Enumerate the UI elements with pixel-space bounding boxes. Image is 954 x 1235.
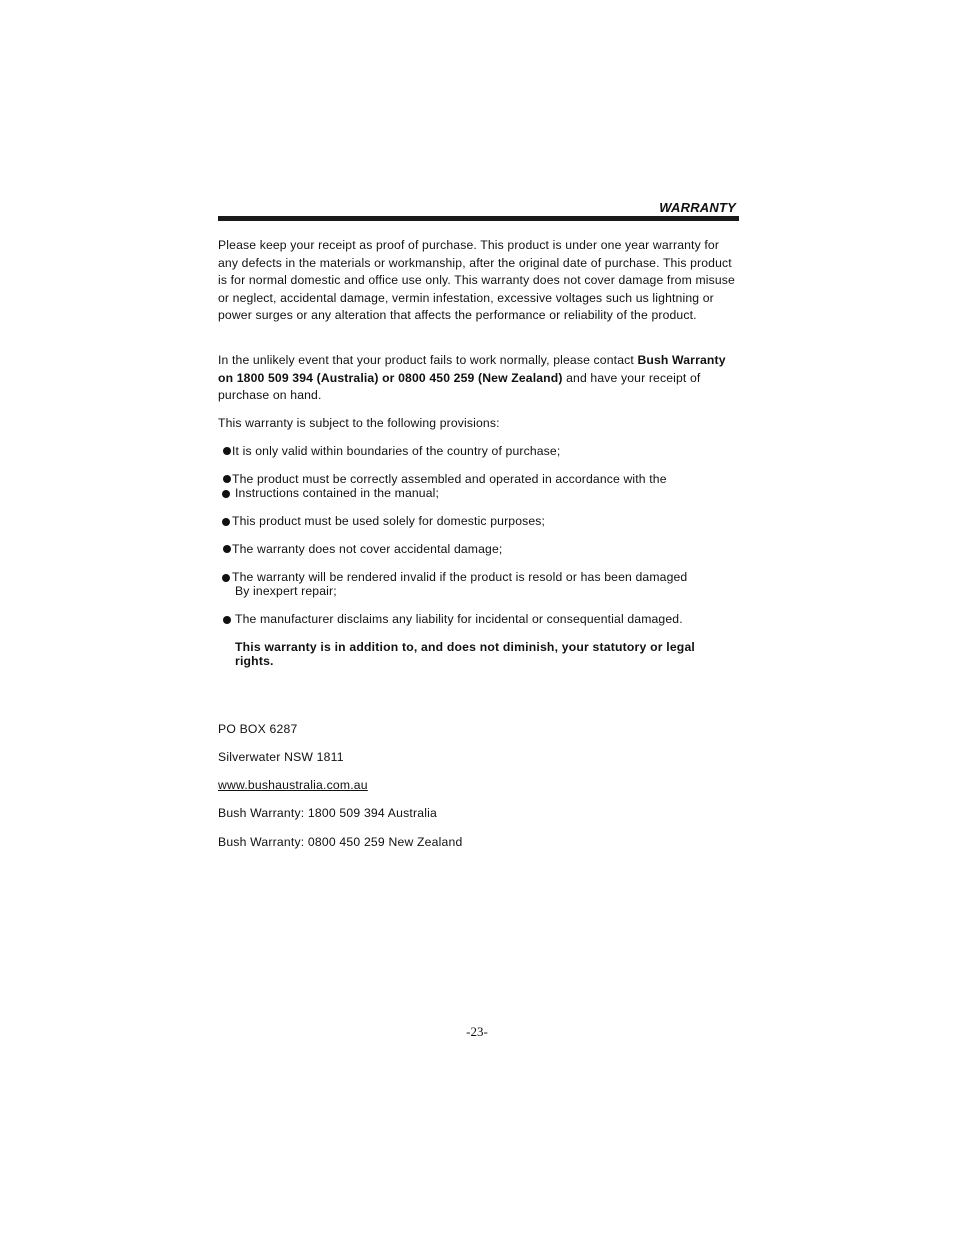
provision-item-5-continued: By inexpert repair;: [235, 584, 337, 598]
address-suburb: Silverwater NSW 1811: [218, 750, 344, 764]
provision-item-2: The product must be correctly assembled and operated in accordance with the: [232, 472, 667, 486]
warranty-phone-australia: Bush Warranty: 1800 509 394 Australia: [218, 806, 438, 820]
contact-phone-text: Bush Warranty on 1800 509 394 (Australia) or 0800 450 259 (New Zealand): [218, 353, 726, 385]
warranty-intro-paragraph: Please keep your receipt as proof of purchase. This product is under one year warranty for any defects in the materials or workmanship, after the original date of purchase. This product is for normal domestic and office use only. This warranty does not cover damage from misuse or neglect, accidental damage, vermin infestation, excessive voltages such us lightning or power surges or any alteration that affects the performance or reliability of the product.: [218, 238, 735, 322]
bullet-icon: [223, 475, 231, 483]
provision-item-4: The warranty does not cover accidental damage;: [232, 542, 503, 556]
bullet-icon: [222, 490, 230, 498]
bullet-icon: [223, 545, 231, 553]
section-title: WARRANTY: [659, 200, 736, 215]
provisions-lead: This warranty is subject to the following provisions:: [218, 416, 500, 430]
provision-item-5: The warranty will be rendered invalid if the product is resold or has been damaged: [232, 570, 688, 584]
provision-item-2-continued: Instructions contained in the manual;: [235, 486, 440, 500]
contact-tail-text: and have your receipt of purchase on hand.: [218, 370, 701, 402]
bullet-icon: [223, 447, 231, 455]
warranty-phone-new-zealand: Bush Warranty: 0800 450 259 New Zealand: [218, 835, 463, 849]
provision-item-3: This product must be used solely for domestic purposes;: [232, 514, 546, 528]
bullet-icon: [222, 574, 230, 582]
provision-item-6: The manufacturer disclaims any liability for incidental or consequential damaged.: [235, 612, 683, 626]
provision-item-1: It is only valid within boundaries of the country of purchase;: [232, 444, 561, 458]
website-link[interactable]: www.bushaustralia.com.au: [218, 778, 368, 792]
statutory-rights-note: This warranty is in addition to, and does not diminish, your statutory or legal rights.: [235, 640, 696, 668]
page-number: -23-: [466, 1024, 488, 1039]
bullet-icon: [223, 616, 231, 624]
address-po-box: PO BOX 6287: [218, 722, 298, 736]
contact-lead-text: In the unlikely event that your product fails to work normally, please contact: [218, 353, 638, 367]
header-divider: [218, 216, 739, 221]
warranty-contact-paragraph: [218, 352, 738, 405]
bullet-icon: [222, 518, 230, 526]
